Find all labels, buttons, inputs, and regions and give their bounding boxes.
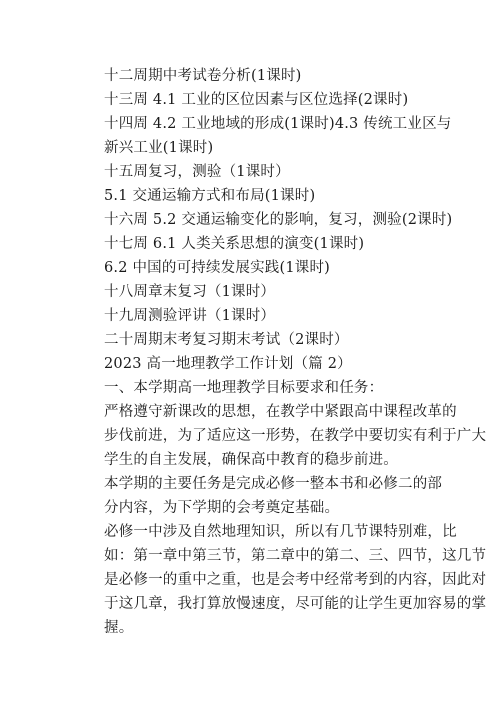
schedule-week-14-continued: 新兴工业(1课时) xyxy=(104,140,214,156)
paragraph-3-line-2: 如：第一章中第三节，第二章中的第二、三、四节，这几节 xyxy=(104,548,487,564)
paragraph-1-line-1: 严格遵守新课改的思想，在教学中紧跟高中课程改革的 xyxy=(104,404,457,420)
schedule-week-14: 十四周 4.2 工业地域的形成(1课时)4.3 传统工业区与 xyxy=(104,116,452,132)
section-title: 2023 高一地理教学工作计划（篇 2） xyxy=(104,356,352,372)
paragraph-1-line-3: 学生的自主发展，确保高中教育的稳步前进。 xyxy=(104,452,398,468)
paragraph-2-line-1: 本学期的主要任务是完成必修一整本书和必修二的部 xyxy=(104,476,443,492)
schedule-week-15: 十五周复习，测验（1课时） xyxy=(104,164,290,180)
schedule-week-18: 十八周章末复习（1课时） xyxy=(104,284,276,300)
schedule-week-20: 二十周期末考复习期末考试（2课时） xyxy=(104,332,349,348)
paragraph-3-line-1: 必修一中涉及自然地理知识，所以有几节课特别难，比 xyxy=(104,524,457,540)
paragraph-3-line-4: 于这几章，我打算放慢速度，尽可能的让学生更加容易的掌 xyxy=(104,596,487,612)
paragraph-1-line-2: 步伐前进，为了适应这一形势，在教学中要切实有利于广大 xyxy=(104,428,487,444)
schedule-week-19: 十九周测验评讲（1课时） xyxy=(104,308,276,324)
schedule-week-17: 十七周 6.1 人类关系思想的演变(1课时) xyxy=(104,236,365,252)
section-heading: 一、本学期高一地理教学目标要求和任务： xyxy=(104,380,384,396)
schedule-item-6-2: 6.2 中国的可持续发展实践(1课时) xyxy=(104,260,331,276)
schedule-item-5-1: 5.1 交通运输方式和布局(1课时) xyxy=(104,188,316,204)
paragraph-3-line-5: 握。 xyxy=(104,620,134,636)
schedule-week-16: 十六周 5.2 交通运输变化的影响，复习，测验(2课时) xyxy=(104,212,453,228)
schedule-week-12: 十二周期中考试卷分析(1课时) xyxy=(104,68,302,84)
schedule-week-13: 十三周 4.1 工业的区位因素与区位选择(2课时) xyxy=(104,92,409,108)
paragraph-3-line-3: 是必修一的重中之重，也是会考中经常考到的内容，因此对 xyxy=(104,572,487,588)
paragraph-2-line-2: 分内容，为下学期的会考奠定基础。 xyxy=(104,500,340,516)
